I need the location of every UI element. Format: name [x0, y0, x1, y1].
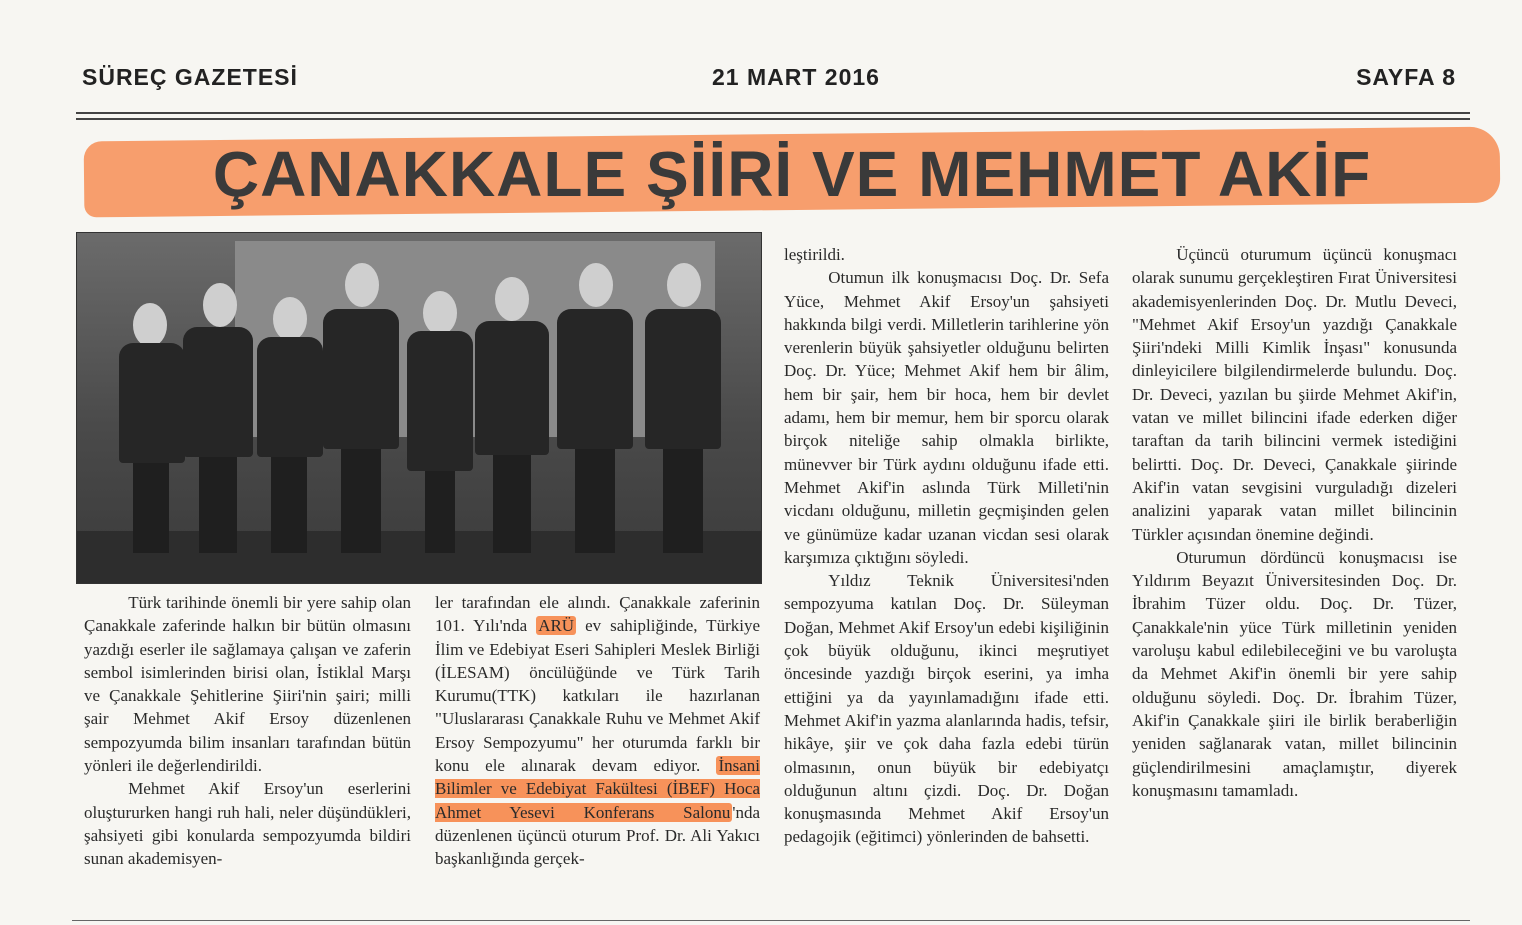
- article-column-3: [784, 243, 1109, 849]
- paragraph: Otumun ilk konuşmacısı Doç. Dr. Sefa Yüce, Mehmet Akif Ersoy'un şahsiyeti hakkında bilgi verdi. Milletlerin tarihlerine yön verenlerin büyük şahsiyetler olduğunu belirten Doç. Dr. Yüce; Mehmet Akif hem bir âlim, hem bir şair, hem bir hoca, hem bir devlet adamı, hem bir memur, hem bir sporcu olarak birçok niteliğe sahip olmakla birlikte, münevver bir Türk aydını olduğunu ifade etti. Mehmet Akif'in aslında Türk Milleti'nin vicdanı olduğunu, milletin geçmişinden gelen ve günümüze kadar uzanan vicdan sesi olarak karşımıza çıktığını söyledi.: [784, 268, 1109, 567]
- photo-person: [643, 263, 723, 553]
- article-column-2: [435, 591, 760, 871]
- highlighted-text: İnsani Bilimler ve Edebiyat Fakültesi (İBEF) Hoca Ahmet Yesevi Konferans Salonu: [435, 756, 760, 822]
- photo-person: [405, 291, 475, 553]
- paragraph: Mehmet Akif Ersoy'un eserlerini oluştururken hangi ruh hali, neler düşündükleri, şahsiyeti gibi konularda sempozyumda bildiri sunan akademisyen-: [84, 779, 411, 869]
- photo-person: [473, 277, 551, 553]
- page-number: SAYFA 8: [1356, 64, 1456, 90]
- text-run: 'nda düzenlenen üçüncü oturum Prof. Dr. Ali Yakıcı başkanlığında gerçek-: [435, 802, 760, 869]
- photo-person: [255, 297, 325, 553]
- paragraph: leştirildi.: [784, 245, 845, 264]
- headline: ÇANAKKALE ŞİİRİ VE MEHMET AKİF: [212, 138, 1372, 210]
- text-run: ev sahipliğinde, Türkiye İlim ve Edebiyat Eseri Sahipleri Meslek Birliği (İLESAM) öncülüğünde ve Türk Tarih Kurumu(TTK) katkıları ile hazırlanan "Uluslararası Çanakkale Ruhu ve Mehmet Akif Ersoy Sempozyumu" her oturumda farklı bir konu ele alınarak devam ediyor.: [435, 616, 760, 776]
- footer-rule: [72, 920, 1470, 921]
- article-column-4: [1132, 243, 1457, 802]
- photo-person: [181, 283, 255, 553]
- text-run: ler tarafından ele alındı. Çanakkale zaferinin 101. Yılı'nda: [435, 593, 760, 636]
- paragraph: Türk tarihinde önemli bir yere sahip olan Çanakkale zaferinde halkın bir bütün olmasını yazdığı eserler ile sağlamaya çalışan ve zaferin sembol isimlerinden birisi olan, İstiklal Marşı ve Çanakkale Şehitlerine Şiiri'nin şairi; milli şair Mehmet Akif Ersoy düzenlenen sempozyumda bilim insanları tarafından bütün yönleri ile değerlendirildi.: [84, 593, 411, 776]
- event-photo: [76, 232, 762, 584]
- photo-person: [321, 263, 401, 553]
- header-rule-top: [76, 112, 1470, 114]
- photo-person: [117, 303, 187, 553]
- highlighted-text: ARÜ: [538, 616, 575, 636]
- paragraph: Üçüncü oturumum üçüncü konuşmacı olarak sunumu gerçekleştiren Fırat Üniversitesi akademisyenlerinden Doç. Dr. Mutlu Deveci, "Mehmet Akif Ersoy'un yazdığı Çanakkale Şiiri'ndeki Milli Kimlik İnşası" konusunda dinleyicilere bilgilendirmelerde bulundu. Doç. Dr. Deveci, yazılan bu şiirde Mehmet Akif'in, vatan ve millet bilincini ifade ederken diğer taraftan da tarih bilincini vermek istediğini belirtti. Doç. Dr. Deveci, Çanakkale şiirinde Akif'in vatan sevgisini vurguladığı dizeleri analizini yaparak vatan millet bilincinin Türkler açısından önemine değindi.: [1132, 245, 1457, 544]
- paragraph: [435, 591, 760, 871]
- issue-date: 21 MART 2016: [712, 64, 880, 90]
- header-rule-bottom: [76, 118, 1470, 120]
- photo-person: [555, 263, 635, 553]
- newspaper-name: SÜREÇ GAZETESİ: [82, 64, 298, 90]
- article-column-1: [84, 591, 411, 871]
- paragraph: Yıldız Teknik Üniversitesi'nden sempozyuma katılan Doç. Dr. Süleyman Doğan, Mehmet Akif Ersoy'un edebi kişiliğinin çok büyük olduğunu, ikinci meşrutiyet öncesinde yazdığı birçok eserini, ya imha ettiğini ya da yayınlamadığını ifade etti. Mehmet Akif'in yazma alanlarında hadis, tefsir, hikâye, şiir ve çok daha fazla edebi türün olmasının, onun büyük bir edebiyatçı olduğunun altını çizdi. Doç. Dr. Doğan konuşmasında Mehmet Akif Ersoy'un pedagojik (eğitimci) yönlerinden de bahsetti.: [784, 571, 1109, 847]
- paragraph: Oturumun dördüncü konuşmacısı ise Yıldırım Beyazıt Üniversitesinden Doç. Dr. İbrahim Tüzer oldu. Doç. Dr. Tüzer, Çanakkale'nin yüce Türk milletinin yeniden varoluşu kabul edilebileceğini ve bu varoluşta da Mehmet Akif'in önemli bir yere sahip olduğunu söyledi. Doç. Dr. İbrahim Tüzer, Akif'in Çanakkale şiiri ile birlik beraberliğin yeniden sağlanarak vatan, millet bilincinin güçlendirilmesini amaçlamıştır, diyerek konuşmasını tamamladı.: [1132, 547, 1457, 800]
- headline-block: [84, 128, 1500, 218]
